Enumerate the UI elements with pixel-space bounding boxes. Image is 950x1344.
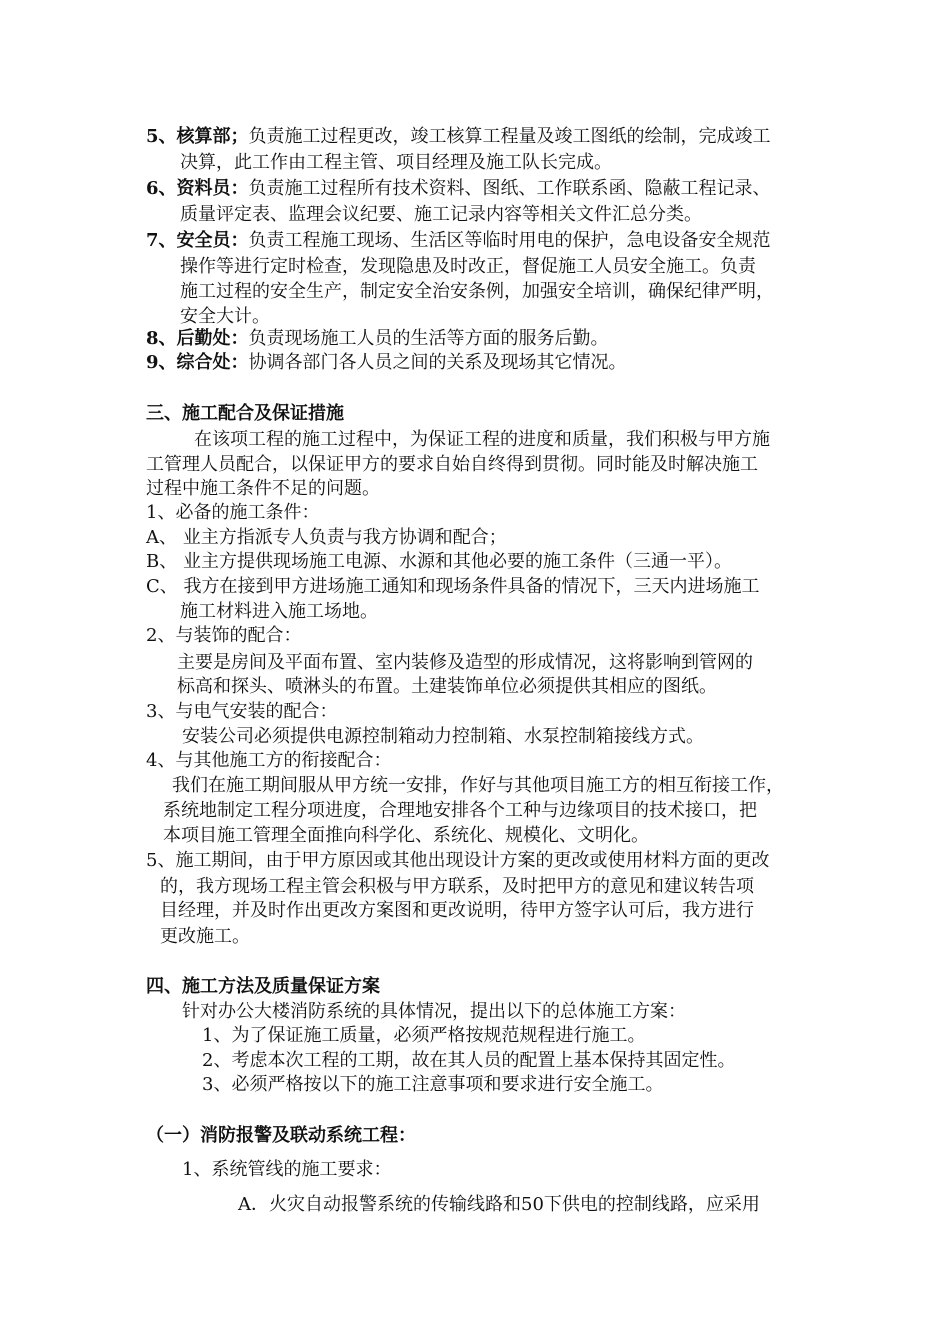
list-item: 3、与电气安装的配合： <box>146 701 338 722</box>
paragraph-line: 系统地制定工程分项进度，合理地安排各个工种与边缘项目的技术接口，把 <box>163 800 757 821</box>
paragraph-line: 主要是房间及平面布置、室内装修及造型的形成情况，这将影响到管网的 <box>177 652 753 673</box>
list-item: 施工材料进入施工场地。 <box>180 601 378 622</box>
role-title: 综合处 <box>176 352 231 373</box>
role-5 <box>146 125 771 149</box>
role-sep: ： <box>230 178 249 199</box>
role-text: 施工过程的安全生产，制定安全治安条例，加强安全培训，确保纪律严明， <box>180 281 774 302</box>
role-text: 质量评定表、监理会议纪要、施工记录内容等相关文件汇总分类。 <box>180 204 702 225</box>
role-text: 决算，此工作由工程主管、项目经理及施工队长完成。 <box>180 152 612 173</box>
role-title: 核算部 <box>176 126 231 147</box>
list-item: 2、与装饰的配合： <box>146 625 302 646</box>
paragraph-line: 目经理，并及时作出更改方案图和更改说明，待甲方签字认可后，我方进行 <box>160 900 754 921</box>
role-text: 安全大计。 <box>180 306 270 327</box>
list-item: 5、施工期间，由于甲方原因或其他出现设计方案的更改或使用材料方面的更改 <box>146 850 770 871</box>
role-number: 6、 <box>146 178 177 199</box>
paragraph-line: 针对办公大楼消防系统的具体情况，提出以下的总体施工方案： <box>182 1001 686 1022</box>
role-sep: ： <box>230 328 249 349</box>
role-number: 9、 <box>146 352 177 373</box>
role-text: 协调各部门各人员之间的关系及现场其它情况。 <box>248 352 627 373</box>
role-6 <box>146 177 771 201</box>
role-7 <box>146 229 771 253</box>
role-8 <box>146 327 609 351</box>
section-heading: 四、施工方法及质量保证方案 <box>146 976 380 997</box>
role-text: 操作等进行定时检查，发现隐患及时改正，督促施工人员安全施工。负责 <box>180 256 756 277</box>
role-text: 负责施工过程所有技术资料、图纸、工作联系函、隐蔽工程记录、 <box>248 178 771 199</box>
role-sep: ； <box>230 126 249 147</box>
role-number: 5、 <box>146 126 177 147</box>
paragraph-line: 我们在施工期间服从甲方统一安排，作好与其他项目施工方的相互衔接工作， <box>172 775 784 796</box>
section-heading: 三、施工配合及保证措施 <box>146 403 344 424</box>
paragraph-line: 本项目施工管理全面推向科学化、系统化、规模化、文明化。 <box>163 825 649 846</box>
role-9 <box>146 351 627 375</box>
list-item: A．火灾自动报警系统的传输线路和50下供电的控制线路，应采用 <box>238 1194 760 1215</box>
role-title: 安全员 <box>176 230 231 251</box>
paragraph-line: 更改施工。 <box>160 926 250 947</box>
list-item: B、 业主方提供现场施工电源、水源和其他必要的施工条件（三通一平）。 <box>146 551 732 572</box>
list-item: C、 我方在接到甲方进场施工通知和现场条件具备的情况下，三天内进场施工 <box>146 576 760 597</box>
paragraph-line: 在该项工程的施工过程中，为保证工程的进度和质量，我们积极与甲方施 <box>194 429 770 450</box>
list-item: 1、系统管线的施工要求： <box>182 1159 392 1180</box>
subsection-heading: （一）消防报警及联动系统工程： <box>146 1125 416 1146</box>
paragraph-line: 的，我方现场工程主管会积极与甲方联系，及时把甲方的意见和建议转告项 <box>160 876 754 897</box>
role-text: 负责工程施工现场、生活区等临时用电的保护，急电设备安全规范 <box>248 230 771 251</box>
paragraph-line: 标高和探头、喷淋头的布置。土建装饰单位必须提供其相应的图纸。 <box>177 676 717 697</box>
paragraph-line: 安装公司必须提供电源控制箱动力控制箱、水泵控制箱接线方式。 <box>182 726 704 747</box>
role-number: 7、 <box>146 230 177 251</box>
list-item: 1、为了保证施工质量，必须严格按规范规程进行施工。 <box>202 1025 646 1046</box>
role-number: 8、 <box>146 328 177 349</box>
list-item: A、 业主方指派专人负责与我方协调和配合； <box>146 527 507 548</box>
paragraph-line: 工管理人员配合，以保证甲方的要求自始自终得到贯彻。同时能及时解决施工 <box>146 454 758 475</box>
role-title: 资料员 <box>176 178 231 199</box>
paragraph-line: 过程中施工条件不足的问题。 <box>146 478 380 499</box>
role-sep: ： <box>230 352 249 373</box>
role-sep: ： <box>230 230 249 251</box>
list-item: 3、必须严格按以下的施工注意事项和要求进行安全施工。 <box>202 1074 664 1095</box>
role-title: 后勤处 <box>176 328 231 349</box>
role-text: 负责施工过程更改，竣工核算工程量及竣工图纸的绘制，完成竣工 <box>248 126 771 147</box>
list-item: 2、考虑本次工程的工期，故在其人员的配置上基本保持其固定性。 <box>202 1050 736 1071</box>
list-item: 1、必备的施工条件： <box>146 502 320 523</box>
role-text: 负责现场施工人员的生活等方面的服务后勤。 <box>248 328 609 349</box>
list-item: 4、与其他施工方的衔接配合： <box>146 750 392 771</box>
